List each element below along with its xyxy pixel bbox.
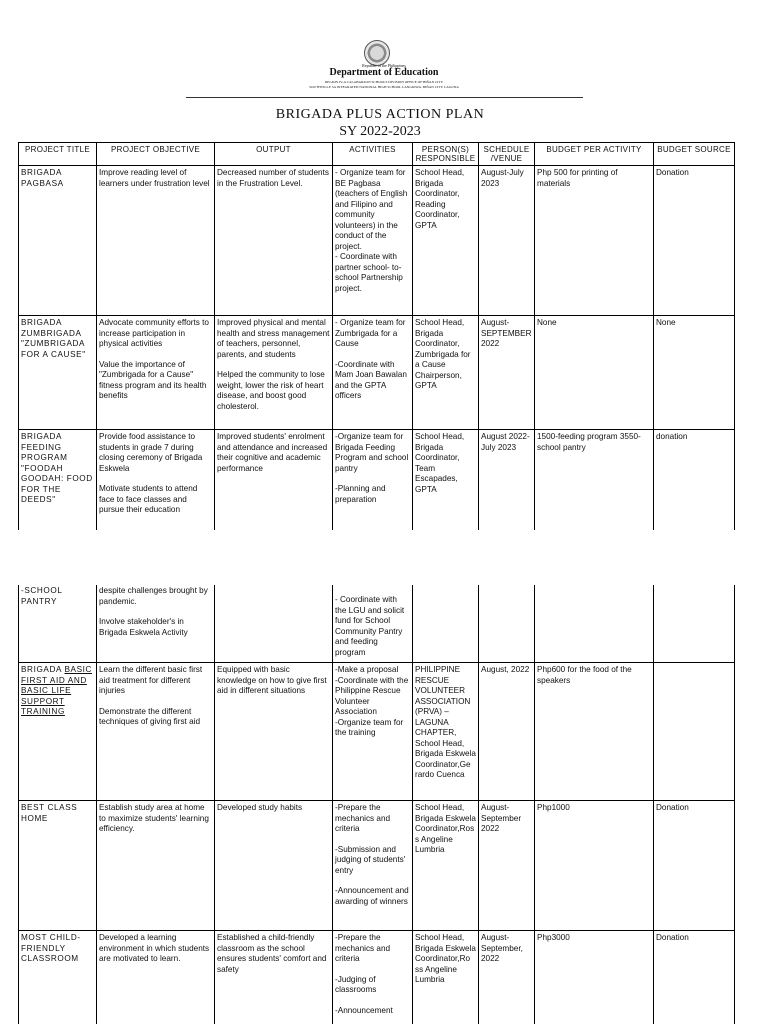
activities-cell: -Prepare the mechanics and criteria -Judging of classrooms -Announcement — [333, 931, 413, 1024]
persons-cell: School Head, Brigada Eskwela Coordinator,Ros s Angeline Lumbria — [413, 801, 479, 931]
budget-cell: Php3000 — [535, 931, 654, 1024]
budget-cell: 1500-feeding program 3550-school pantry — [535, 430, 654, 531]
output-cell: Decreased number of students in the Frustration Level. — [215, 166, 333, 316]
project-title-cell: BRIGADA ZUMBRIGADA "ZUMBRIGADA FOR A CAUSE" — [19, 316, 97, 430]
table-row — [19, 316, 735, 430]
page-title: BRIGADA PLUS ACTION PLAN — [275, 107, 485, 122]
table-row — [19, 430, 735, 531]
department-name: Department of Education — [329, 67, 439, 78]
budget-cell: Php1000 — [535, 801, 654, 931]
objective-cell: Learn the different basic first aid treatment for different injuries Demonstrate the different techniques of giving first aid — [97, 663, 215, 801]
region-line: REGION IV-A CALABARZON SCHOOLS DIVISION OFFICE OF BIÑAN CITY — [324, 80, 444, 84]
project-title-cell: BRIGADA FEEDING PROGRAM "FOODAH GOODAH: FOOD FOR THE DEEDS" — [19, 430, 97, 531]
page-subtitle: SY 2022-2023 — [339, 124, 421, 139]
header-divider — [186, 97, 583, 98]
objective-cell: Provide food assistance to students in grade 7 during closing ceremony of Brigada Eskwela Motivate students to attend face to face classes and pursue their education — [97, 430, 215, 531]
source-cell: Donation — [654, 931, 735, 1024]
schedule-cell: August-July 2023 — [479, 166, 535, 316]
output-cell: Developed study habits — [215, 801, 333, 931]
persons-cell — [413, 585, 479, 663]
activities-cell: - Organize team for Zumbrigada for a Cause -Coordinate with Mam Joan Bawalan and the GPTA officers — [333, 316, 413, 430]
output-cell: Improved students' enrolment and attendance and increased their cognitive and academic performance — [215, 430, 333, 531]
action-plan-table — [18, 142, 735, 530]
persons-cell: PHILIPPINE RESCUE VOLUNTEER ASSOCIATION (PRVA) – LAGUNA CHAPTER, School Head, Brigada Eskwela Coordinator,Ge rardo Cuenca — [413, 663, 479, 801]
source-cell: None — [654, 316, 735, 430]
project-title-cell: MOST CHILD-FRIENDLY CLASSROOM — [19, 931, 97, 1024]
budget-cell: Php600 for the food of the speakers — [535, 663, 654, 801]
project-title-cell: BRIGADA PAGBASA — [19, 166, 97, 316]
objective-cell: Advocate community efforts to increase participation in physical activities Value the importance of "Zumbrigada for a Cause" fitness program and its health benefits — [97, 316, 215, 430]
republic-line: Republic of the Philippines — [362, 63, 406, 68]
schedule-cell — [479, 585, 535, 663]
document-page-2 — [0, 585, 768, 1024]
activities-cell: -Make a proposal -Coordinate with the Philippine Rescue Volunteer Association -Organize team for the training — [333, 663, 413, 801]
budget-cell — [535, 585, 654, 663]
schedule-cell: August-September 2022 — [479, 801, 535, 931]
column-header: BUDGET PER ACTIVITY — [535, 143, 654, 166]
table-header-row — [19, 143, 735, 166]
budget-cell: None — [535, 316, 654, 430]
objective-cell: Developed a learning environment in which students are motivated to learn. — [97, 931, 215, 1024]
activities-cell: - Organize team for BE Pagbasa (teachers of English and Filipino and community volunteers) in the conduct of the project. - Coordinate with partner school- to-school Partnership project. — [333, 166, 413, 316]
page-gap — [0, 530, 768, 585]
persons-cell: School Head, Brigada Coordinator, Zumbrigada for a Cause Chairperson, GPTA — [413, 316, 479, 430]
table-row — [19, 801, 735, 931]
objective-cell: Improve reading level of learners under frustration level — [97, 166, 215, 316]
schedule-cell: August-SEPTEMBER 2022 — [479, 316, 535, 430]
column-header: PROJECT TITLE — [19, 143, 97, 166]
schedule-cell: August, 2022 — [479, 663, 535, 801]
output-cell: Equipped with basic knowledge on how to give first aid in different situations — [215, 663, 333, 801]
project-title-cell: BRIGADA BASIC FIRST AID AND BASIC LIFE SUPPORT TRAINING — [19, 663, 97, 801]
table-row — [19, 166, 735, 316]
schedule-cell: August 2022-July 2023 — [479, 430, 535, 531]
column-header: SCHEDULE /VENUE — [479, 143, 535, 166]
schedule-cell: August-September, 2022 — [479, 931, 535, 1024]
source-cell — [654, 663, 735, 801]
output-cell — [215, 585, 333, 663]
action-plan-table-continued — [18, 585, 735, 1024]
source-cell: Donation — [654, 801, 735, 931]
source-cell: Donation — [654, 166, 735, 316]
persons-cell: School Head, Brigada Coordinator, Reading Coordinator, GPTA — [413, 166, 479, 316]
activities-cell: -Organize team for Brigada Feeding Program and school pantry -Planning and preparation — [333, 430, 413, 531]
column-header: ACTIVITIES — [333, 143, 413, 166]
table-row — [19, 585, 735, 663]
table-row — [19, 663, 735, 801]
column-header: OUTPUT — [215, 143, 333, 166]
persons-cell: School Head, Brigada Coordinator, Team Escapades, GPTA — [413, 430, 479, 531]
activities-cell: -Prepare the mechanics and criteria -Submission and judging of students' entry -Announcement and awarding of winners — [333, 801, 413, 931]
project-title-cell: BEST CLASS HOME — [19, 801, 97, 931]
table-row — [19, 931, 735, 1024]
output-cell: Improved physical and mental health and stress management of teachers, personnel, parents, and students Helped the community to lose weight, lower the risk of heart disease, and boost good cholesterol. — [215, 316, 333, 430]
project-title-cell: -SCHOOL PANTRY — [19, 585, 97, 663]
source-cell — [654, 585, 735, 663]
column-header: BUDGET SOURCE — [654, 143, 735, 166]
persons-cell: School Head, Brigada Eskwela Coordinator,Ro ss Angeline Lumbria — [413, 931, 479, 1024]
column-header: PROJECT OBJECTIVE — [97, 143, 215, 166]
column-header: PERSON(S) RESPONSIBLE — [413, 143, 479, 166]
source-cell: donation — [654, 430, 735, 531]
output-cell: Established a child-friendly classroom as the school ensures students' comfort and safety — [215, 931, 333, 1024]
activities-cell: - Coordinate with the LGU and solicit fund for School Community Pantry and feeding program — [333, 585, 413, 663]
budget-cell: Php 500 for printing of materials — [535, 166, 654, 316]
objective-cell: Establish study area at home to maximize students' learning efficiency. — [97, 801, 215, 931]
school-line: SOUTHVILLE 5A INTEGRATED NATIONAL HIGH SCHOOL LANGKIWA, BIÑAN CITY, LAGUNA — [309, 85, 459, 89]
objective-cell: despite challenges brought by pandemic. Involve stakeholder's in Brigada Eskwela Activity — [97, 585, 215, 663]
